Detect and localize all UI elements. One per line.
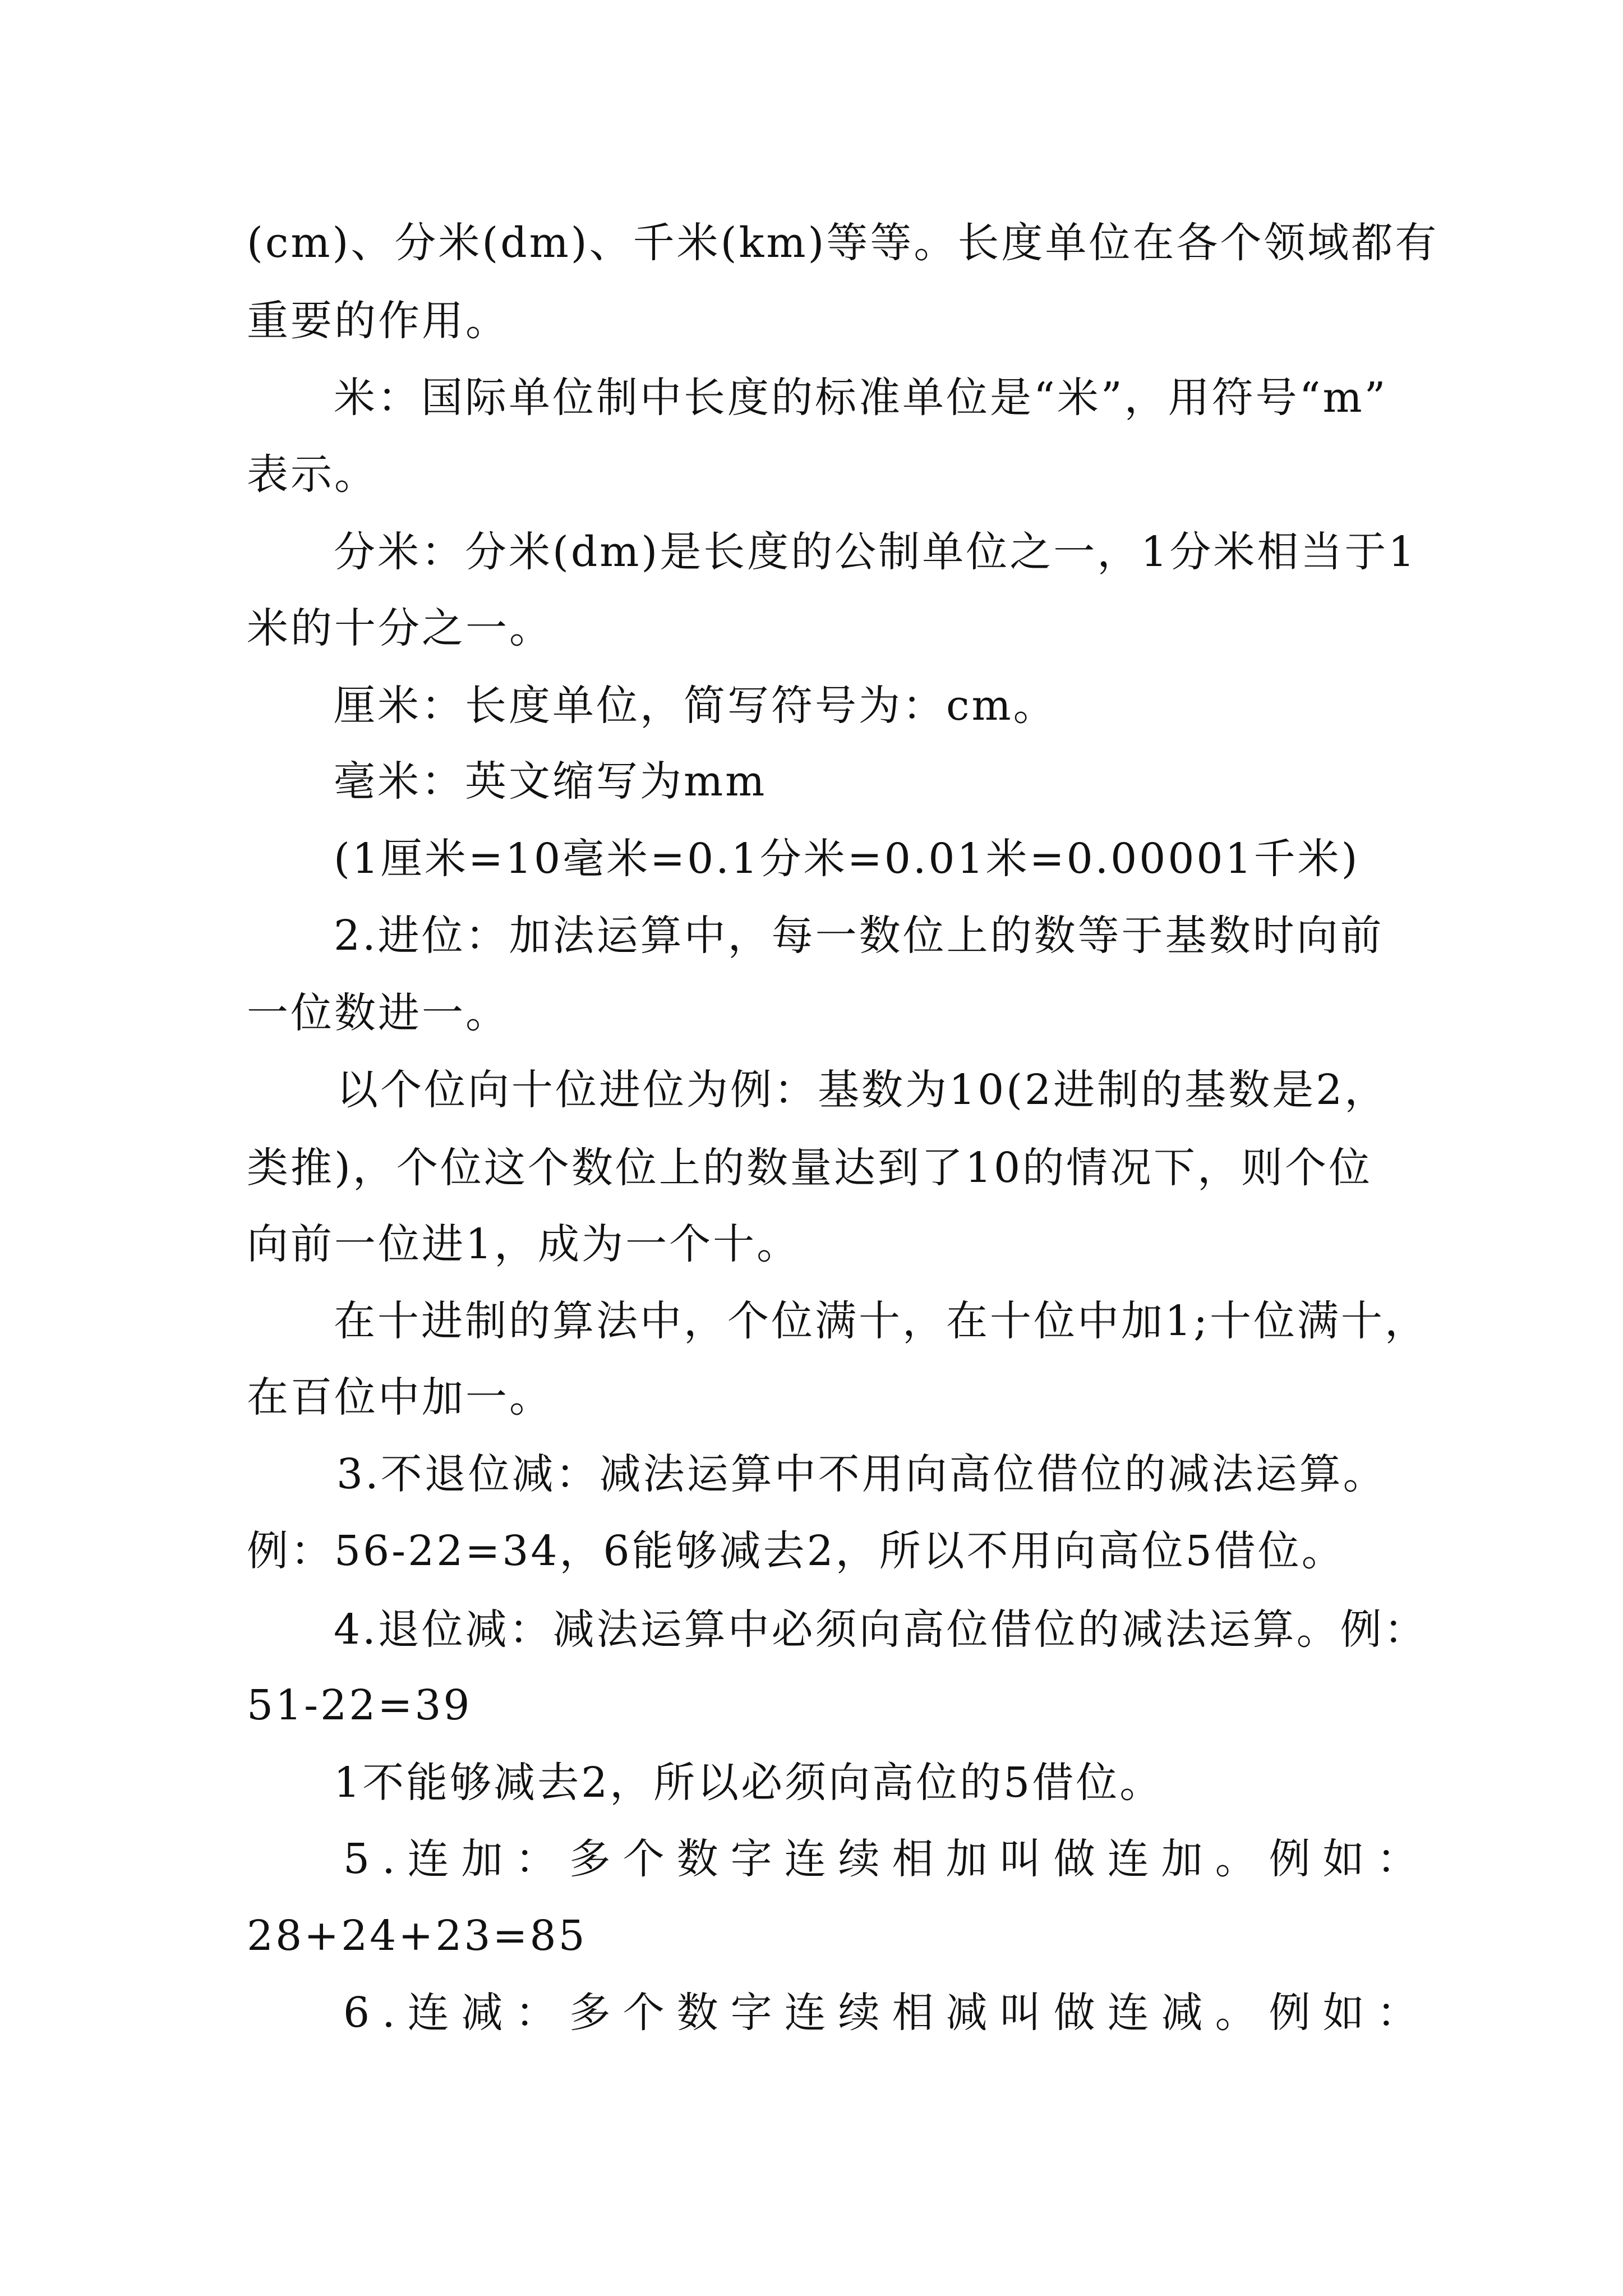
text-line-19: 4.退位减：减法运算中必须向高位借位的减法运算。例： — [334, 1605, 1428, 1654]
text-line-23: 28+24+23=85 — [247, 1912, 587, 1960]
text-line-15: 在十进制的算法中，个位满十，在十位中加1;十位满十， — [334, 1297, 1429, 1345]
text-line-14: 向前一位进1，成为一个十。 — [247, 1220, 801, 1268]
text-line-24: 6.连减：多个数字连续相减叫做连减。例如： — [343, 1989, 1431, 2037]
text-line-10: 2.进位：加法运算中，每一数位上的数等于基数时向前 — [334, 912, 1384, 960]
text-line-22: 5.连加：多个数字连续相加叫做连加。例如： — [343, 1835, 1431, 1883]
text-line-7: 厘米：长度单位，简写符号为：cm。 — [334, 682, 1057, 730]
text-line-18: 例：56-22=34，6能够减去2，所以不用向高位5借位。 — [247, 1527, 1345, 1575]
text-line-16: 在百位中加一。 — [247, 1373, 553, 1421]
text-line-4: 表示。 — [247, 450, 378, 499]
text-line-6: 米的十分之一。 — [247, 604, 553, 652]
text-line-13: 类推)，个位这个数位上的数量达到了10的情况下，则个位 — [247, 1144, 1373, 1192]
text-line-9: (1厘米=10毫米=0.1分米=0.01米=0.00001千米) — [334, 835, 1360, 883]
text-line-12: 以个位向十位进位为例：基数为10(2进制的基数是2， — [336, 1066, 1389, 1114]
text-line-8: 毫米：英文缩写为mm — [334, 757, 767, 806]
text-line-3: 米：国际单位制中长度的标准单位是“米”，用符号“m” — [334, 374, 1388, 422]
text-line-2: 重要的作用。 — [247, 297, 509, 345]
text-line-1: (cm)、分米(dm)、千米(km)等等。长度单位在各个领域都有 — [247, 219, 1439, 267]
text-line-5: 分米：分米(dm)是长度的公制单位之一，1分米相当于1 — [334, 528, 1417, 576]
text-line-17: 3.不退位减：减法运算中不用向高位借位的减法运算。 — [336, 1450, 1387, 1498]
text-line-20: 51-22=39 — [247, 1681, 472, 1729]
text-line-21: 1不能够减去2，所以必须向高位的5借位。 — [334, 1759, 1164, 1807]
text-line-11: 一位数进一。 — [247, 989, 509, 1037]
